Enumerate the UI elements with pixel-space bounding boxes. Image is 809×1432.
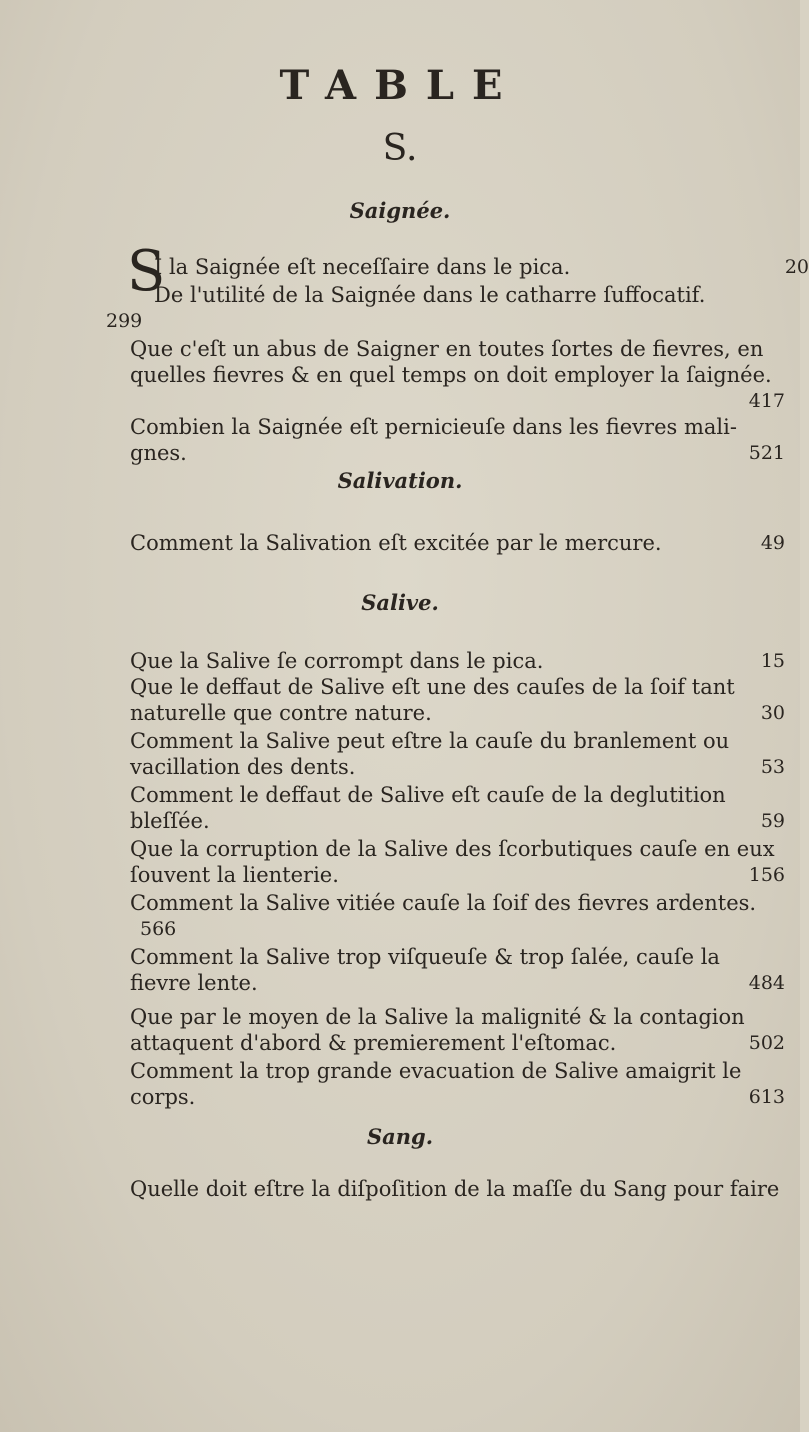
page-header [0,62,800,109]
index-entry: Comment le deffaut de Salive eſt cauſe de la deglutition bleſſée. 59 [130,783,785,833]
section-heading-salive: Salive. [361,590,439,615]
section-heading-salivation: Salivation. [337,468,463,493]
section-letter: S. [382,128,418,169]
section-heading-sang: Sang. [366,1124,434,1149]
section-heading-saignee: Saignée. [349,198,451,223]
index-entry: Comment la Salive vitiée cauſe la ſoif des fievres ardentes. 566 [130,891,757,940]
index-entry: Que le deffaut de Salive eſt une des cauſes de la ſoif tant naturelle que contre nature. 30 [130,675,785,725]
drop-cap: S [127,239,166,304]
index-entry: De l'utilité de la Saignée dans le catharre ſuffocatif. 299 [106,283,706,332]
index-entry: Que par le moyen de la Salive la malignité & la contagion attaquent d'abord & premierement l'eſtomac. 502 [130,1005,785,1055]
index-entry: Combien la Saignée eſt pernicieuſe dans les fievres mali-gnes. 521 [130,415,785,465]
index-entry: Que la Salive ſe corrompt dans le pica. 15 [130,649,785,673]
index-entry: Quelle doit eſtre la diſpoſition de la maſſe du Sang pour faire [130,1177,780,1201]
index-entry: Comment la Salive peut eſtre la cauſe du branlement ou vacillation des dents. 53 [130,729,785,779]
index-entry: Comment la Salivation eſt excitée par le mercure. 49 [130,531,785,555]
index-entry: Comment la trop grande evacuation de Salive amaigrit le corps. 613 [130,1059,785,1109]
index-entry: I la Saignée eſt neceſſaire dans le pica. 20 [154,255,809,279]
index-entry: Comment la Salive trop viſqueuſe & trop ſalée, cauſe la fievre lente. 484 [130,945,785,995]
page-title: TABLE [279,62,521,109]
index-entry: Que la corruption de la Salive des ſcorbutiques cauſe en eux ſouvent la lienterie. 156 [130,837,785,887]
index-entry: Que c'eſt un abus de Saigner en toutes ſortes de fievres, en quelles fievres & en quel temps on doit employer la ſaignée. 417 [130,337,785,412]
